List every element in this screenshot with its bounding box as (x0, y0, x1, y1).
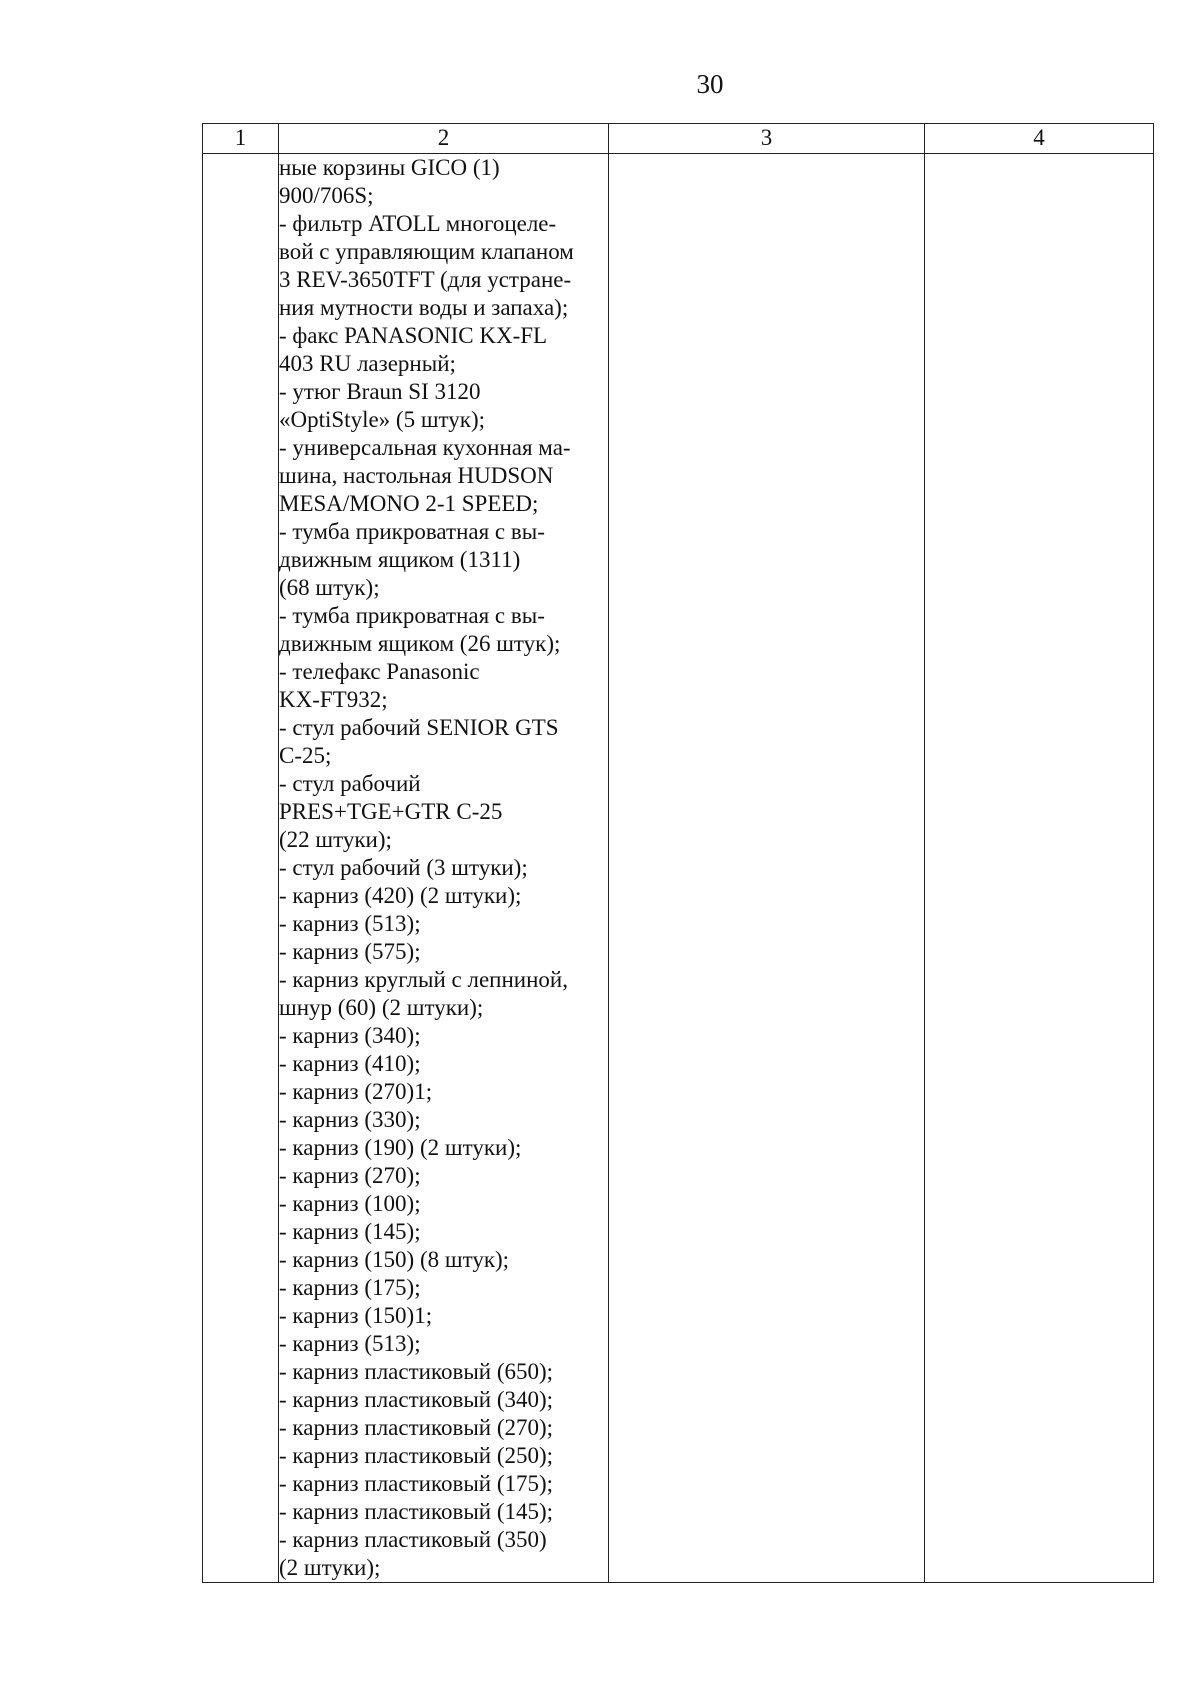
list-item: - факс PANASONIC KX-FL (279, 323, 548, 348)
list-item: - карниз (270)1; (279, 1079, 433, 1104)
column-header-4: 4 (925, 124, 1154, 154)
list-item: - карниз (330); (279, 1107, 421, 1132)
document-table (202, 123, 1154, 1583)
list-item: - утюг Braun SI 3120 (279, 379, 481, 404)
list-item: шина, настольная HUDSON (279, 463, 554, 488)
list-item: - тумба прикроватная с вы- (279, 519, 545, 544)
list-item: - карниз (190) (2 штуки); (279, 1135, 522, 1160)
list-item: - стул рабочий SENIOR GTS (279, 715, 559, 740)
column-header-2: 2 (279, 124, 609, 154)
list-item: (68 штук); (279, 575, 380, 600)
list-item: - карниз пластиковый (650); (279, 1359, 554, 1384)
list-item: - карниз (270); (279, 1163, 421, 1188)
list-item: - карниз (175); (279, 1275, 421, 1300)
list-item: PRES+TGE+GTR C-25 (279, 799, 503, 824)
list-item: движным ящиком (26 штук); (279, 631, 561, 656)
table-header-row (203, 124, 1154, 154)
list-item: - фильтр ATOLL многоцеле- (279, 211, 557, 236)
list-item: - универсальная кухонная ма- (279, 435, 571, 460)
list-item: - карниз (340); (279, 1023, 421, 1048)
column-3-cell (609, 154, 925, 1583)
page-number: 30 (696, 69, 724, 99)
list-item: - карниз (150)1; (279, 1303, 433, 1328)
list-item: - телефакс Panasonic (279, 659, 480, 684)
list-item: - карниз пластиковый (145); (279, 1499, 554, 1524)
list-item: - карниз (150) (8 штук); (279, 1247, 510, 1272)
list-item: ния мутности воды и запаха); (279, 295, 569, 320)
list-item: ные корзины GICO (1) (279, 155, 500, 180)
list-item: 900/706S; (279, 183, 374, 208)
list-item: - карниз (410); (279, 1051, 421, 1076)
list-item: - карниз (513); (279, 911, 421, 936)
list-item: движным ящиком (1311) (279, 547, 521, 572)
column-header-3: 3 (609, 124, 925, 154)
list-item: C-25; (279, 743, 332, 768)
column-1-cell (203, 154, 279, 1583)
list-item: шнур (60) (2 штуки); (279, 995, 484, 1020)
list-item: - карниз (100); (279, 1191, 421, 1216)
list-item: - карниз пластиковый (175); (279, 1471, 554, 1496)
list-item: - карниз круглый с лепниной, (279, 967, 568, 992)
list-item: (2 штуки); (279, 1555, 381, 1580)
list-item: - карниз пластиковый (340); (279, 1387, 554, 1412)
column-2-cell (279, 154, 609, 1583)
list-item: 403 RU лазерный; (279, 351, 456, 376)
list-item: вой с управляющим клапаном (279, 239, 574, 264)
table-row (203, 154, 1154, 1583)
list-item: «OptiStyle» (5 штук); (279, 407, 486, 432)
list-item: - карниз пластиковый (250); (279, 1443, 554, 1468)
list-item: - карниз (575); (279, 939, 421, 964)
list-item: - карниз пластиковый (350) (279, 1527, 547, 1552)
list-item: - стул рабочий (279, 771, 421, 796)
list-item: (22 штуки); (279, 827, 392, 852)
column-header-1: 1 (203, 124, 279, 154)
list-item: - карниз (420) (2 штуки); (279, 883, 522, 908)
list-item: KX-FT932; (279, 687, 388, 712)
list-item: - карниз (145); (279, 1219, 421, 1244)
list-item: 3 REV-3650TFT (для устране- (279, 267, 572, 292)
list-item: - тумба прикроватная с вы- (279, 603, 545, 628)
column-4-cell (925, 154, 1154, 1583)
list-item: - карниз (513); (279, 1331, 421, 1356)
list-item: - карниз пластиковый (270); (279, 1415, 554, 1440)
list-item: MESA/MONO 2-1 SPEED; (279, 491, 539, 516)
list-item: - стул рабочий (3 штуки); (279, 855, 528, 880)
